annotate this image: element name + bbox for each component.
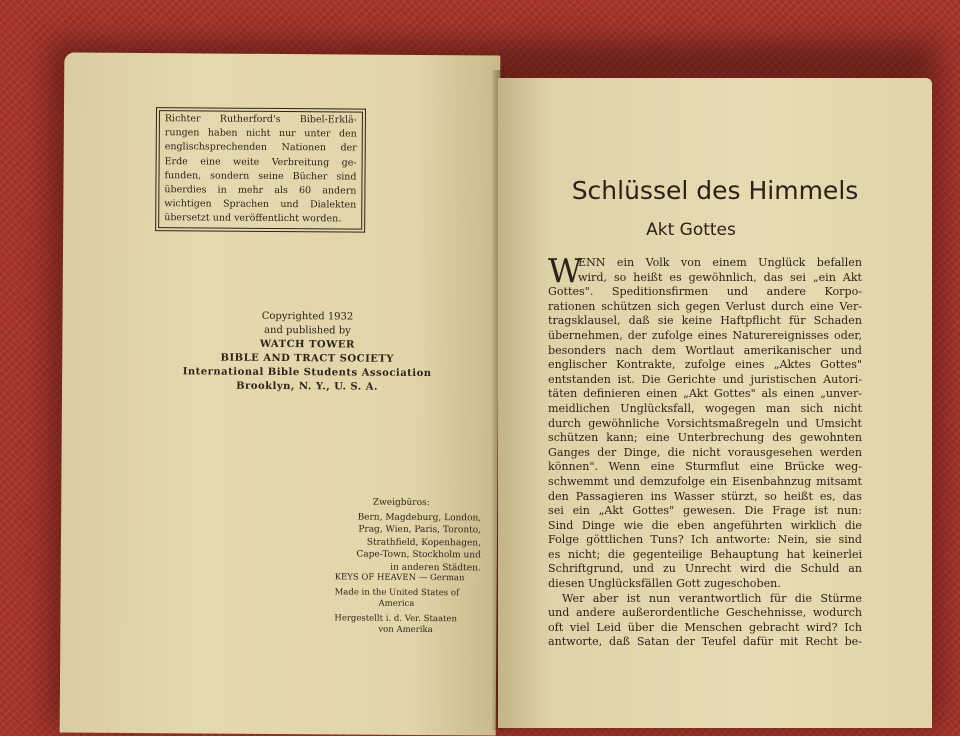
copyright-block (182, 309, 433, 395)
branches-line: Prag, Wien, Paris, Toronto, (358, 524, 482, 536)
text-line: Wer aber ist nun verantwortlich für die Stürme (562, 591, 862, 605)
notice-line: überdies in mehr als 60 andern (164, 184, 357, 197)
text-line: oft viel Leid über die Menschen gebracht wird? Ich (548, 620, 862, 634)
text-line: wird, so heißt es gewöhnlich, das sei „ein Akt (578, 270, 862, 284)
made-in-line: von Amerika (378, 624, 433, 636)
text-line: täten definieren einen „Akt Gottes" als einen „unver- (548, 387, 862, 401)
notice-line: rungen haben nicht nur unter den (164, 127, 357, 140)
notice-line: funden, sondern seine Bücher sind (164, 170, 357, 183)
text-line: Folge göttlichen Tuns? Ich antworte: Nein, sie sind (548, 533, 862, 547)
text-line: diesen Unglücksfällen Gott zugeschoben. (548, 577, 781, 591)
made-in-line: Made in the United States of (334, 587, 460, 599)
edition-line: KEYS OF HEAVEN — German (334, 572, 465, 584)
text-line: und andere außerordentliche Geschehnisse, wodurch (548, 606, 862, 620)
text-line: sei ein „Akt Gottes" gewesen. Die Frage ist nun: (548, 504, 862, 518)
body-text (548, 251, 862, 650)
text-line: ENN ein Volk von einem Unglück befallen (578, 256, 862, 269)
text-line: schwemmt und demzufolge ein Eisenbahnzug mitsamt (548, 474, 862, 488)
text-line: Schriftgrund, und zu Unrecht wird die Schuld an (548, 562, 862, 576)
notice-line: Richter Rutherford's Bibel-Erklä- (164, 113, 357, 126)
notice-line: englischsprechenden Nationen der (164, 141, 357, 154)
text-line: können". Wenn eine Sturmflut eine Brücke weg- (548, 460, 862, 474)
text-line: entstanden ist. Die Gerichte und juristischen Autori- (548, 372, 862, 386)
branches-line: Strathfield, Kopenhagen, (366, 537, 481, 549)
publisher-city: Brooklyn, N. Y., U. S. A. (236, 380, 379, 393)
branches-line: Bern, Magdeburg, London, (357, 512, 482, 524)
text-line: antworte, daß Satan der Teufel dafür mit Recht be- (548, 635, 862, 649)
drop-cap: W (548, 251, 582, 290)
text-line: schützen kann; eine Unterbrechung des gewohnten (548, 431, 862, 445)
text-line: englischer Kontrakte, zufolge eines „Aktes Gottes" (548, 358, 862, 372)
branch-offices (321, 496, 482, 575)
copyright-line: Copyrighted 1932 (261, 310, 354, 323)
branches-line: Cape-Town, Stockholm und (356, 549, 481, 561)
branches-line: in anderen Städten. (390, 562, 481, 574)
publisher-name: WATCH TOWER (259, 338, 355, 351)
text-line: Sind Dinge wie die eben angeführten wirklich die (548, 518, 862, 532)
chapter-title: Akt Gottes (646, 220, 736, 240)
text-line: es nicht; die gegenteilige Behauptung hat keinerlei (548, 547, 862, 561)
notice-box (155, 107, 366, 232)
text-line: meidlichen Unglücksfall, wogegen man sich nicht (548, 401, 862, 415)
branches-heading: Zweigbüros: (372, 497, 430, 509)
notice-line: wichtigen Sprachen und Dialekten (164, 198, 357, 211)
notice-line: Erde eine weite Verbreitung ge- (164, 155, 357, 169)
page-title: Schlüssel des Himmels (571, 176, 859, 205)
text-line: den Passagieren ins Wasser stürzt, so heißt es, das (548, 489, 862, 503)
publisher-association: International Bible Students Association (182, 366, 432, 380)
text-line: besonders nach dem Wortlaut amerikanischer und (548, 343, 862, 357)
notice-line: übersetzt und veröffentlicht worden. (164, 212, 342, 225)
copyright-line: and published by (264, 324, 351, 337)
right-page (498, 78, 932, 728)
text-line: Ganges der Dinge, die nicht vorausgesehen werden (548, 445, 862, 459)
made-in-line: Hergestellt i. d. Ver. Staaten (334, 613, 457, 625)
text-line: tragsklausel, daß sie keine Haftpflicht für Schaden (548, 314, 862, 328)
left-page (60, 52, 501, 735)
publisher-name: BIBLE AND TRACT SOCIETY (220, 352, 395, 365)
imprint (334, 572, 484, 636)
text-line: Gottes". Speditionsfirmen und andere Korpo- (548, 285, 862, 299)
text-line: rationen schützen sich gegen Verlust durch eine Ver- (548, 299, 862, 313)
made-in-line: America (378, 598, 415, 609)
text-line: übernehmen, der zufolge eines Naturereignisses oder, (548, 328, 862, 342)
text-line: durch gewöhnliche Vorsichtsmaßregeln und Umsicht (548, 416, 862, 430)
